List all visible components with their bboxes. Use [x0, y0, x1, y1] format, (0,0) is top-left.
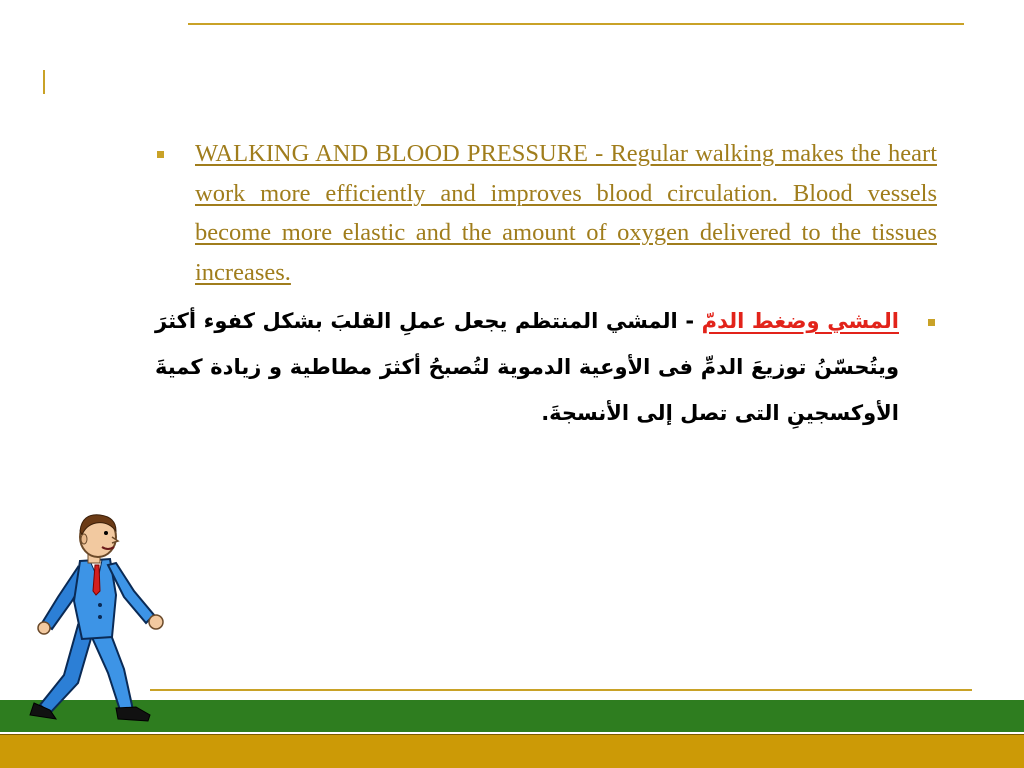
- bullet-english-text: WALKING AND BLOOD PRESSURE - Regular walking makes the heart work more efficiently and improves blood circulation. Blood vessels become more elastic and the amount of oxygen delivered to the tissues increases.: [195, 140, 937, 286]
- bottom-divider-line: [150, 689, 972, 691]
- top-divider-line: [188, 23, 964, 25]
- slide-content: [155, 134, 937, 436]
- bullet-english: [155, 134, 937, 292]
- square-bullet-icon: [928, 319, 935, 326]
- side-accent-mark: [43, 70, 45, 94]
- gold-footer-band: [0, 734, 1024, 768]
- bullet-arabic-title: المشي وضغط الدمّ: [701, 309, 899, 333]
- bullet-arabic: [155, 298, 937, 436]
- bullet-arabic-separator: -: [677, 309, 702, 333]
- square-bullet-icon: [157, 151, 164, 158]
- walking-man-icon: [20, 505, 165, 730]
- bullet-arabic-text: المشي المنتظم يجعل عملِ القلبَ بشكل كفوء أكثرَ ويتُحسّنُ توزيعَ الدمِّ فى الأوعية الدموية لتُصبحُ أكثرَ مطاطية و زيادة كميةَ الأوكسجينِ التى تصل إلى الأنسجةَ.: [155, 309, 899, 425]
